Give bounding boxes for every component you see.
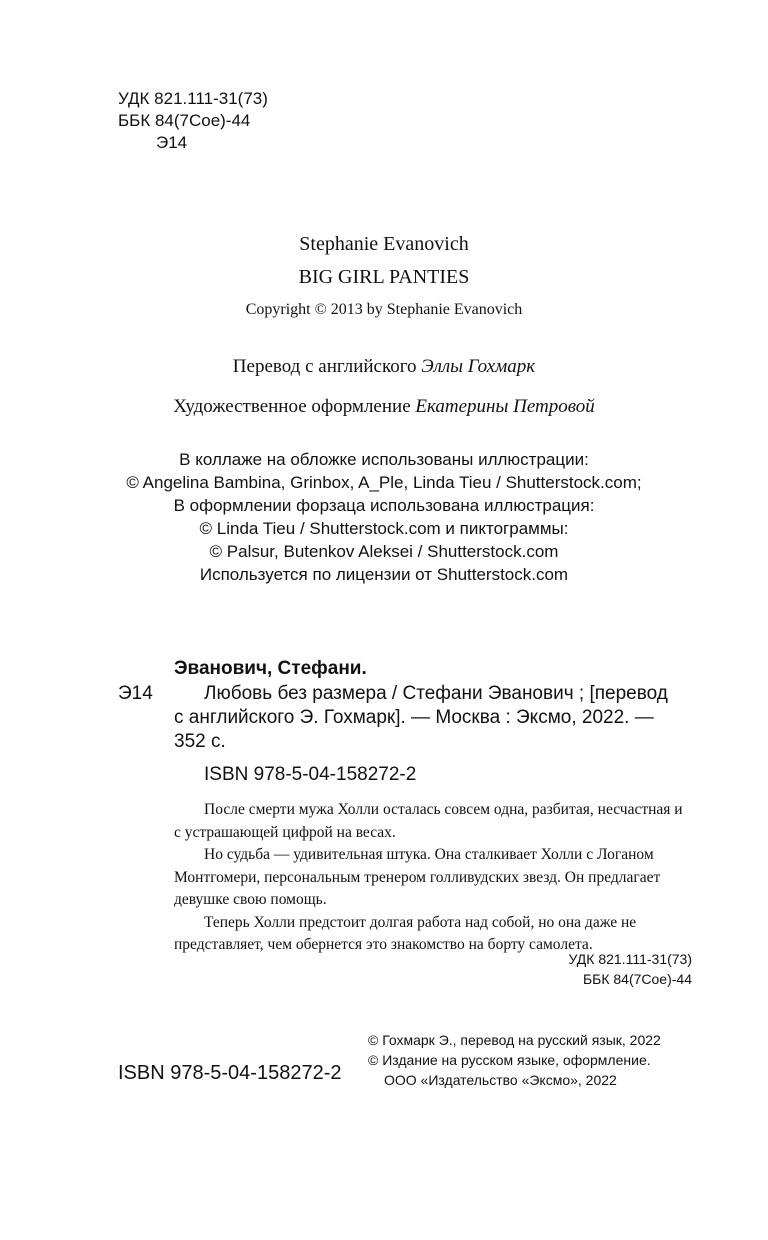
bib-line: с английского Э. Гохмарк]. — Москва : Эксмо, 2022. —	[174, 707, 654, 728]
footer-copyright: ООО «Издательство «Эксмо», 2022	[384, 1072, 617, 1088]
bib-code: Э14	[118, 683, 153, 704]
translation-prefix: Перевод с английского	[232, 356, 422, 377]
illustration-line: Используется по лицензии от Shutterstock.com	[199, 565, 569, 584]
bbk-code: ББК 84(7Сое)-44	[118, 111, 251, 130]
illustration-line: В оформлении форзаца использована иллюстрация:	[173, 496, 595, 515]
annotation-paragraph: Но судьба — удивительная штука. Она сталкивает Холли с Логаном Монтгомери, персональным тренером голливудских звезд. Он предлагает девушке свою помощь.	[174, 846, 661, 908]
translation-credit	[0, 356, 768, 378]
design-credit	[0, 396, 768, 418]
footer-isbn: ISBN 978-5-04-158272-2	[118, 1062, 342, 1084]
footer-copyright: © Издание на русском языке, оформление.	[368, 1052, 651, 1068]
original-title: BIG GIRL PANTIES	[298, 266, 470, 288]
original-copyright: Copyright © 2013 by Stephanie Evanovich	[245, 301, 523, 318]
annotation-paragraph: Теперь Холли предстоит долгая работа над собой, но она даже не представляет, чем обернется это знакомство на борту самолета.	[174, 913, 637, 953]
bib-isbn: ISBN 978-5-04-158272-2	[204, 764, 417, 785]
footer-copyright: © Гохмарк Э., перевод на русский язык, 2022	[368, 1032, 661, 1048]
design-prefix: Художественное оформление	[173, 396, 416, 417]
original-author: Stephanie Evanovich	[299, 233, 469, 255]
classification-udk: УДК 821.111-31(73)	[568, 951, 692, 967]
author-sign	[118, 132, 187, 154]
designer-name: Екатерины Петровой	[415, 396, 595, 417]
classification-bbk: ББК 84(7Сое)-44	[582, 971, 692, 987]
annotation	[174, 799, 692, 957]
bib-line: 352 с.	[174, 731, 226, 752]
udk-code: УДК 821.111-31(73)	[118, 89, 268, 108]
bib-line: Любовь без размера / Стефани Эванович ; [перевод	[204, 683, 668, 704]
annotation-paragraph: После смерти мужа Холли осталась совсем одна, разбитая, несчастная и с устрашающей цифрой на весах.	[174, 801, 683, 841]
illustration-line: © Linda Tieu / Shutterstock.com и пиктограммы:	[199, 519, 569, 538]
illustration-line: © Angelina Bambina, Grinbox, A_Ple, Linda Tieu / Shutterstock.com;	[126, 473, 642, 492]
illustration-line: © Palsur, Butenkov Aleksei / Shutterstock.com	[209, 542, 559, 561]
author-sign-text: Э14	[156, 133, 188, 152]
illustration-line: В коллаже на обложке использованы иллюстрации:	[179, 450, 589, 469]
bib-author-heading: Эванович, Стефани.	[174, 658, 367, 679]
translator-name: Эллы Гохмарк	[421, 356, 536, 377]
